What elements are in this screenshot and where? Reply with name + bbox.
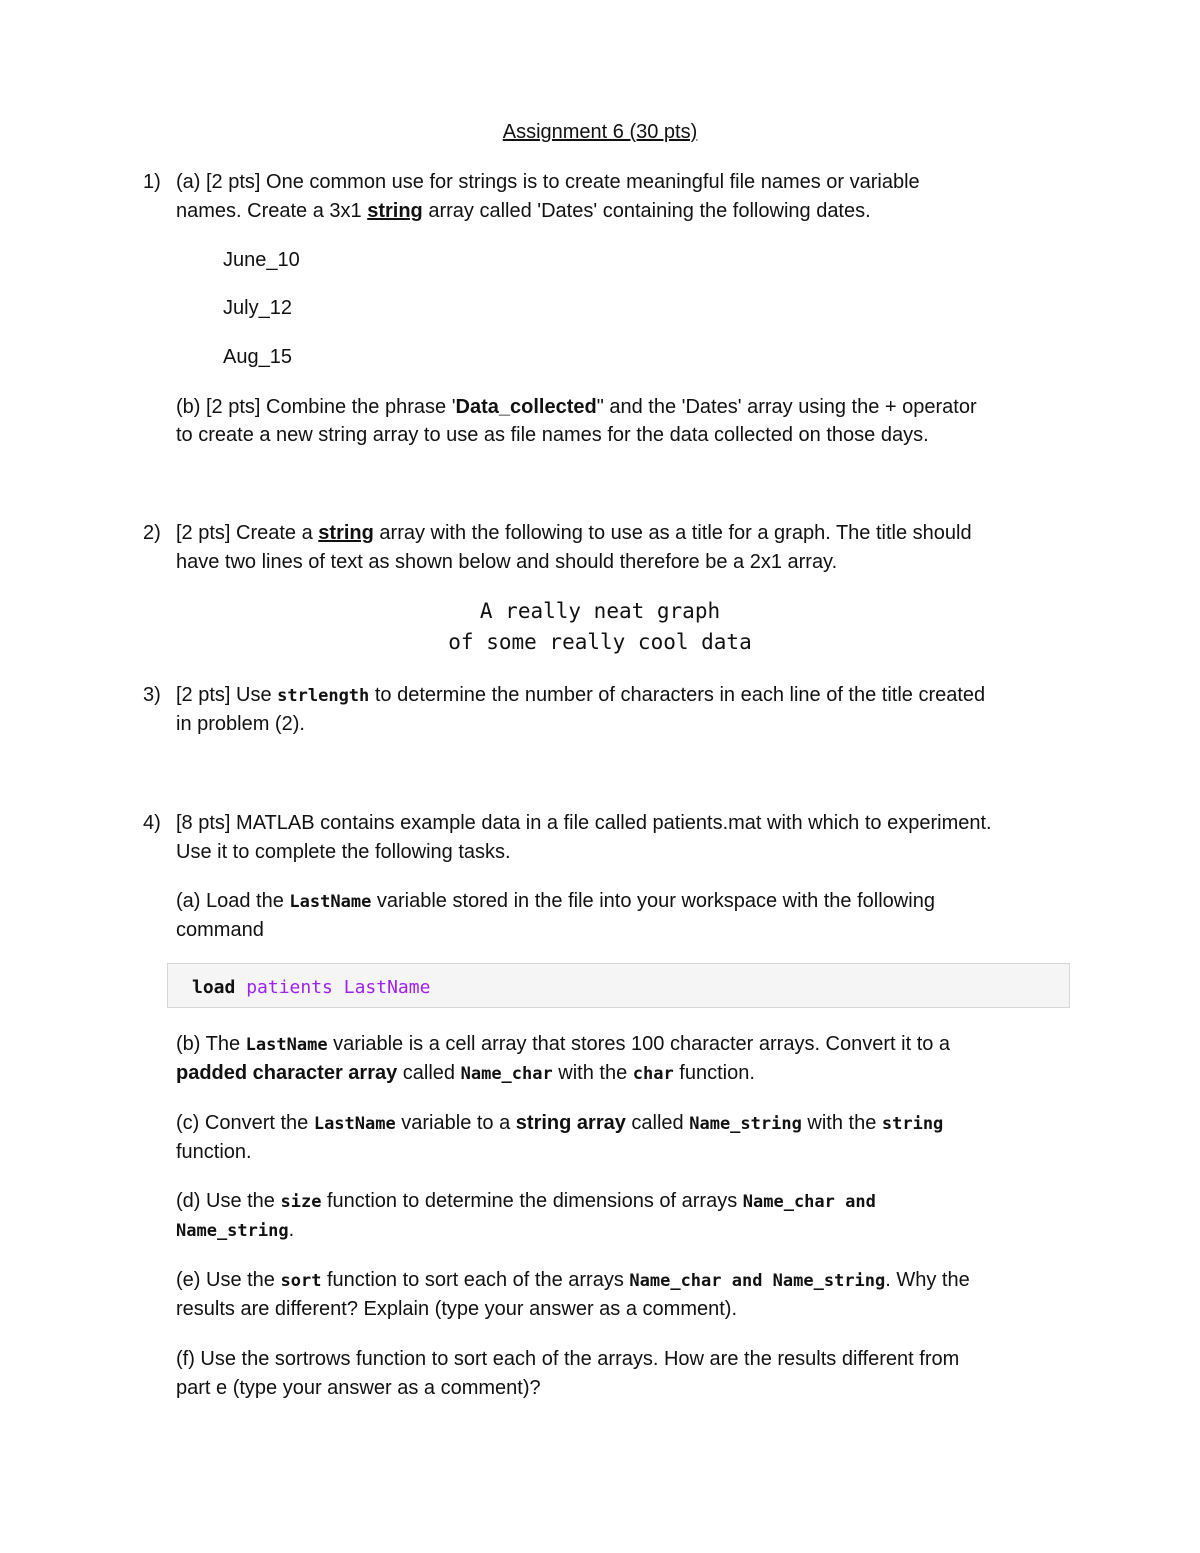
q1-b-line2: to create a new string array to use as file names for the data collected on those days. bbox=[176, 424, 929, 446]
q4-c-line1: (c) Convert the LastName variable to a string array called Name_string with the string bbox=[176, 1112, 944, 1134]
date-item: Aug_15 bbox=[223, 346, 292, 368]
q3-line1: [2 pts] Use strlength to determine the number of characters in each line of the title created bbox=[176, 684, 986, 706]
q4-d-line2: Name_string. bbox=[176, 1219, 295, 1241]
q2-line2: have two lines of text as shown below and should therefore be a 2x1 array. bbox=[176, 551, 838, 573]
q4-d-line1: (d) Use the size function to determine the dimensions of arrays Name_char and bbox=[176, 1190, 876, 1212]
graph-title-line2: of some really cool data bbox=[448, 630, 752, 654]
q4-e-line1: (e) Use the sort function to sort each of the arrays Name_char and Name_string. Why the bbox=[176, 1269, 970, 1291]
q4-a-line1: (a) Load the LastName variable stored in the file into your workspace with the following bbox=[176, 890, 935, 912]
date-item: June_10 bbox=[223, 249, 300, 271]
q2-number: 2) bbox=[143, 522, 161, 544]
q4-line1: [8 pts] MATLAB contains example data in a file called patients.mat with which to experiment. bbox=[176, 812, 992, 834]
q4-f-line1: (f) Use the sortrows function to sort each of the arrays. How are the results different from bbox=[176, 1348, 960, 1370]
q4-line2: Use it to complete the following tasks. bbox=[176, 841, 511, 863]
code-block bbox=[167, 963, 1070, 1008]
q4-e-line2: results are different? Explain (type your answer as a comment). bbox=[176, 1298, 737, 1320]
q3-number: 3) bbox=[143, 684, 161, 706]
assignment-title: Assignment 6 (30 pts) bbox=[502, 121, 698, 143]
q4-b-line2: padded character array called Name_char with the char function. bbox=[176, 1062, 755, 1084]
q4-c-line2: function. bbox=[176, 1141, 252, 1163]
q1-a-line2: names. Create a 3x1 string array called 'Dates' containing the following dates. bbox=[176, 200, 871, 222]
q4-f-line2: part e (type your answer as a comment)? bbox=[176, 1377, 541, 1399]
code-line: load patients LastName bbox=[192, 977, 431, 998]
string-keyword: string bbox=[367, 200, 423, 222]
q4-a-line2: command bbox=[176, 919, 264, 941]
q4-number: 4) bbox=[143, 812, 161, 834]
q4-b-line1: (b) The LastName variable is a cell array that stores 100 character arrays. Convert it to a bbox=[176, 1033, 951, 1055]
q1-number: 1) bbox=[143, 171, 161, 193]
graph-title-line1: A really neat graph bbox=[479, 599, 721, 623]
q2-line1: [2 pts] Create a string array with the following to use as a title for a graph. The title should bbox=[176, 522, 972, 544]
q3-line2: in problem (2). bbox=[176, 713, 305, 735]
q1-a-line1: (a) [2 pts] One common use for strings is to create meaningful file names or variable bbox=[176, 171, 920, 193]
date-item: July_12 bbox=[223, 297, 292, 319]
string-keyword: string bbox=[318, 522, 374, 544]
q1-b-line1: (b) [2 pts] Combine the phrase 'Data_collected" and the 'Dates' array using the + operator bbox=[176, 396, 977, 418]
